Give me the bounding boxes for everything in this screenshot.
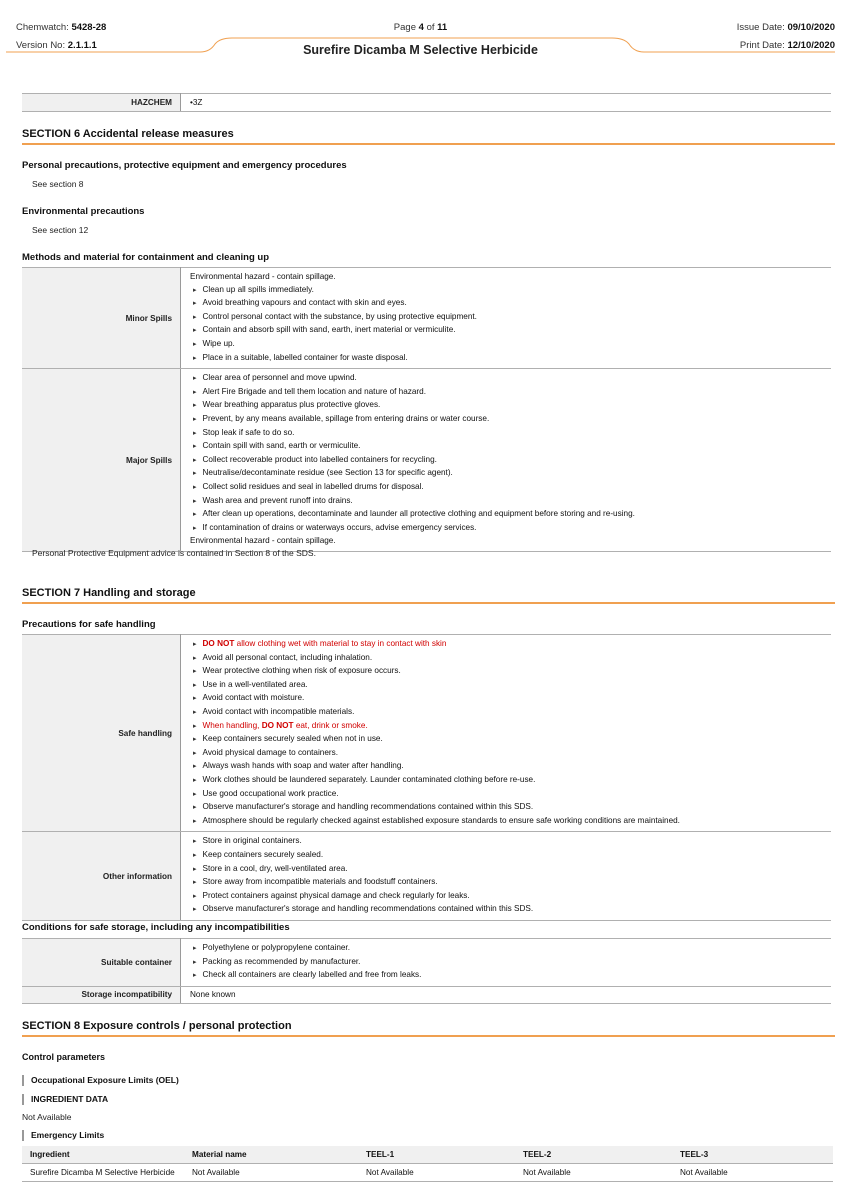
control-parameters-heading: Control parameters [22, 1052, 106, 1062]
hazchem-table [22, 93, 831, 112]
column-header: TEEL-1 [358, 1146, 515, 1164]
other-information-row [22, 832, 831, 921]
list-item: ▸ Clear area of personnel and move upwind. [190, 372, 831, 386]
column-header: Ingredient [22, 1146, 184, 1164]
print-date: Print Date: 12/10/2020 [739, 40, 835, 51]
list-item: ▸ Work clothes should be laundered separately. Launder contaminated clothing before re-use. [190, 774, 831, 788]
list-item: ▸ Atmosphere should be regularly checked against established exposure standards to ensure safe working conditions are maintained. [190, 815, 831, 829]
version-number: Version No: 2.1.1.1 [16, 40, 97, 51]
list-item: ▸ Wear protective clothing when risk of exposure occurs. [190, 665, 831, 679]
personal-precautions-text: See section 8 [32, 179, 84, 189]
suitable-container-row [22, 939, 831, 987]
list-item: ▸ Wipe up. [190, 338, 831, 352]
environmental-precautions-text: See section 12 [32, 225, 89, 235]
list-item: ▸ Prevent, by any means available, spillage from entering drains or water course. [190, 413, 831, 427]
major-spills-label: Major Spills [22, 369, 181, 552]
list-item: ▸ Control personal contact with the substance, by using protective equipment. [190, 311, 831, 325]
list-item: ▸ Place in a suitable, labelled container for waste disposal. [190, 352, 831, 366]
suitable-container-content [181, 939, 832, 987]
environmental-precautions-heading: Environmental precautions [22, 206, 145, 217]
table-cell: Not Available [515, 1164, 672, 1182]
section-marker [22, 1130, 24, 1141]
ppe-note: Personal Protective Equipment advice is contained in Section 8 of the SDS. [32, 548, 316, 558]
major-spills-row [22, 369, 831, 552]
minor-spills-label: Minor Spills [22, 268, 181, 369]
column-header: TEEL-2 [515, 1146, 672, 1164]
list-item: ▸ DO NOT allow clothing wet with material to stay in contact with skin [190, 638, 831, 652]
list-item: ▸ Alert Fire Brigade and tell them location and nature of hazard. [190, 386, 831, 400]
suitable-container-label: Suitable container [22, 939, 181, 987]
list-item: ▸ Store away from incompatible materials and foodstuff containers. [190, 876, 831, 890]
list-item: ▸ Packing as recommended by manufacturer. [190, 956, 831, 970]
column-header: Material name [184, 1146, 358, 1164]
handling-table [22, 634, 831, 921]
storage-incompatibility-value: None known [181, 986, 832, 1003]
list-item: ▸ Collect recoverable product into labelled containers for recycling. [190, 454, 831, 468]
minor-spills-row [22, 268, 831, 369]
list-item: ▸ Observe manufacturer's storage and handling recommendations contained within this SDS. [190, 903, 831, 917]
list-item: ▸ When handling, DO NOT eat, drink or smoke. [190, 720, 831, 734]
list-item: ▸ Neutralise/decontaminate residue (see Section 13 for specific agent). [190, 467, 831, 481]
minor-spills-intro: Environmental hazard - contain spillage. [190, 272, 336, 281]
ingredient-data-text: Not Available [22, 1112, 72, 1122]
section-7-title: SECTION 7 Handling and storage [22, 587, 835, 604]
table-header-row [22, 1146, 833, 1164]
list-item: ▸ Always wash hands with soap and water after handling. [190, 760, 831, 774]
safe-handling-label: Safe handling [22, 635, 181, 832]
ingredient-data-heading: INGREDIENT DATA [22, 1094, 108, 1105]
list-item: ▸ Store in original containers. [190, 835, 831, 849]
section-6-title: SECTION 6 Accidental release measures [22, 128, 835, 145]
hazchem-label: HAZCHEM [22, 94, 181, 112]
list-item: ▸ Contain spill with sand, earth or vermiculite. [190, 440, 831, 454]
section-8-title: SECTION 8 Exposure controls / personal protection [22, 1020, 835, 1037]
column-header: TEEL-3 [672, 1146, 833, 1164]
personal-precautions-heading: Personal precautions, protective equipment and emergency procedures [22, 160, 347, 171]
list-item: ▸ Keep containers securely sealed. [190, 849, 831, 863]
list-item: ▸ Observe manufacturer's storage and handling recommendations contained within this SDS. [190, 801, 831, 815]
issue-date: Issue Date: 09/10/2020 [736, 22, 835, 33]
chemwatch-id: Chemwatch: 5428-28 [16, 22, 107, 33]
emergency-limits-table [22, 1146, 833, 1182]
storage-incompatibility-label: Storage incompatibility [22, 986, 181, 1003]
page-header [0, 0, 841, 62]
major-spills-content [181, 369, 832, 552]
section-marker [22, 1075, 24, 1086]
safe-handling-content [181, 635, 832, 832]
table-cell: Surefire Dicamba M Selective Herbicide [22, 1164, 184, 1182]
list-item: ▸ Avoid all personal contact, including inhalation. [190, 652, 831, 666]
document-title: Surefire Dicamba M Selective Herbicide [303, 43, 538, 57]
table-row [22, 1164, 833, 1182]
page-number: Page 4 of 11 [393, 22, 448, 33]
list-item: ▸ Contain and absorb spill with sand, earth, inert material or vermiculite. [190, 324, 831, 338]
oel-heading: Occupational Exposure Limits (OEL) [22, 1075, 179, 1086]
list-item: ▸ Avoid breathing vapours and contact with skin and eyes. [190, 297, 831, 311]
table-cell: Not Available [184, 1164, 358, 1182]
emergency-limits-heading: Emergency Limits [22, 1130, 104, 1141]
list-item: ▸ Wear breathing apparatus plus protective gloves. [190, 399, 831, 413]
list-item: ▸ Avoid contact with moisture. [190, 692, 831, 706]
other-information-label: Other information [22, 832, 181, 921]
major-spills-outro: Environmental hazard - contain spillage. [190, 536, 336, 546]
list-item: ▸ If contamination of drains or waterways occurs, advise emergency services. [190, 522, 831, 536]
list-item: ▸ Protect containers against physical damage and check regularly for leaks. [190, 890, 831, 904]
list-item: ▸ Avoid physical damage to containers. [190, 747, 831, 761]
table-cell: Not Available [672, 1164, 833, 1182]
storage-table [22, 938, 831, 1004]
spills-table [22, 267, 831, 552]
list-item: ▸ Collect solid residues and seal in labelled drums for disposal. [190, 481, 831, 495]
safe-handling-row [22, 635, 831, 832]
hazchem-value: •3Z [181, 94, 832, 112]
list-item: ▸ After clean up operations, decontaminate and launder all protective clothing and equipment before storing and re-using. [190, 508, 831, 522]
minor-spills-content [181, 268, 832, 369]
list-item: ▸ Use good occupational work practice. [190, 788, 831, 802]
list-item: ▸ Polyethylene or polypropylene container. [190, 942, 831, 956]
list-item: ▸ Check all containers are clearly labelled and free from leaks. [190, 969, 831, 983]
other-information-content [181, 832, 832, 921]
conditions-heading: Conditions for safe storage, including any incompatibilities [22, 922, 290, 933]
list-item: ▸ Clean up all spills immediately. [190, 284, 831, 298]
list-item: ▸ Store in a cool, dry, well-ventilated area. [190, 863, 831, 877]
precautions-heading: Precautions for safe handling [22, 619, 156, 630]
methods-heading: Methods and material for containment and cleaning up [22, 252, 270, 263]
list-item: ▸ Stop leak if safe to do so. [190, 427, 831, 441]
list-item: ▸ Avoid contact with incompatible materials. [190, 706, 831, 720]
list-item: ▸ Use in a well-ventilated area. [190, 679, 831, 693]
section-marker [22, 1094, 24, 1105]
list-item: ▸ Keep containers securely sealed when not in use. [190, 733, 831, 747]
table-cell: Not Available [358, 1164, 515, 1182]
storage-incompatibility-row [22, 986, 831, 1003]
list-item: ▸ Wash area and prevent runoff into drains. [190, 495, 831, 509]
